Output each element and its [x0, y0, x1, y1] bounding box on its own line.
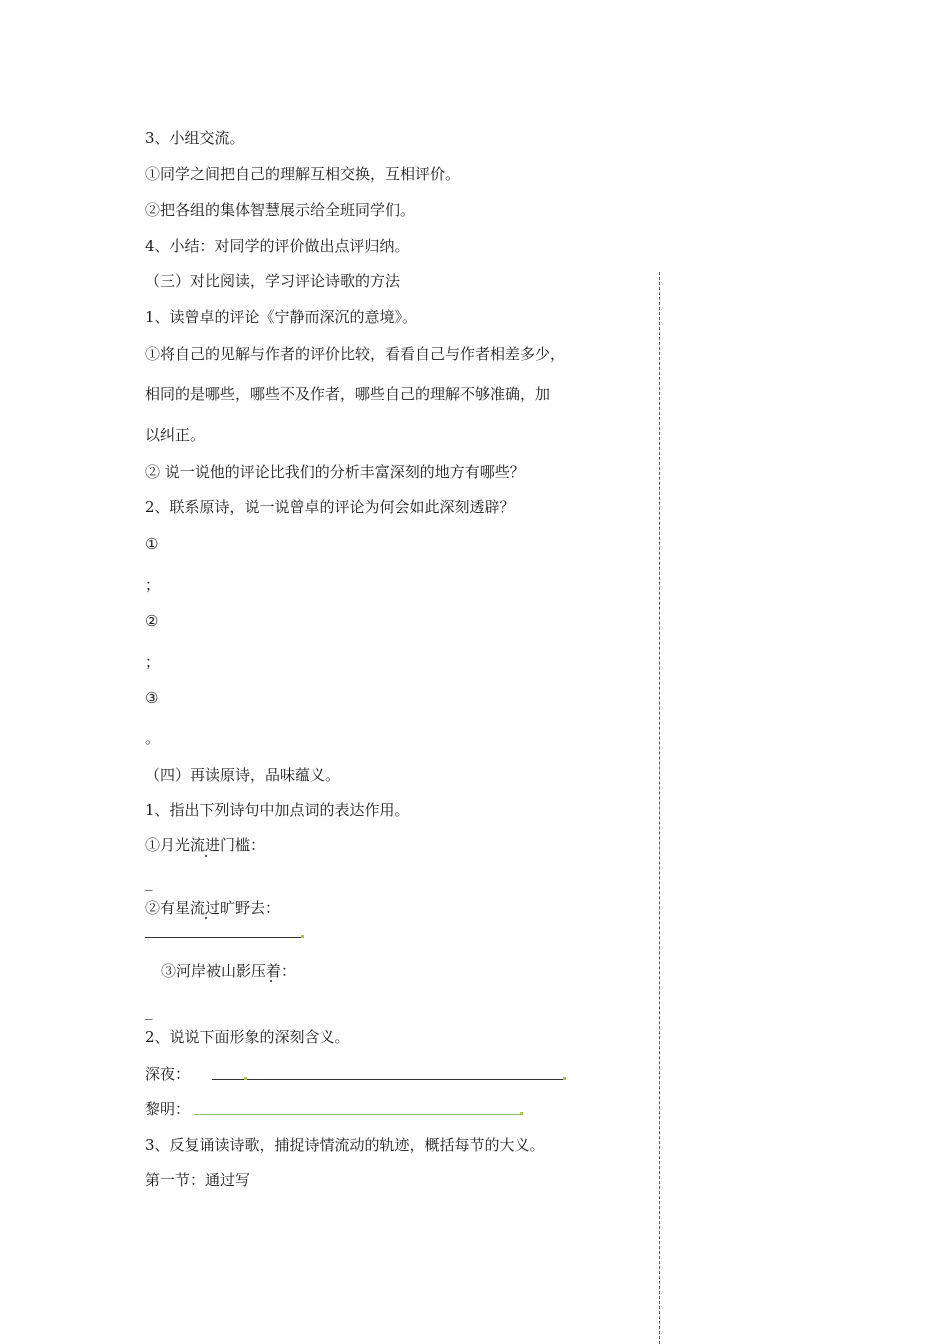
answer-marker-1: ① — [145, 535, 159, 553]
margin-dotted-line — [659, 272, 660, 1344]
text-line-2: ①同学之间把自己的理解互相交换，互相评价。 — [145, 165, 461, 183]
blank-marker-4 — [520, 1112, 523, 1115]
text-line-1: 3、小组交流。 — [145, 129, 245, 147]
label-dawn: 黎明： — [145, 1100, 191, 1118]
emphasis-dot-2 — [205, 917, 207, 919]
answer-marker-3: ③ — [145, 689, 159, 707]
emphasis-dot-1 — [205, 855, 207, 857]
blank-underscore-2: _ — [145, 1002, 153, 1020]
label-night: 深夜： — [145, 1065, 191, 1083]
answer-blank-dawn[interactable] — [194, 1114, 520, 1115]
text-line-8: 相同的是哪些，哪些不及作者，哪些自己的理解不够准确，加 — [145, 385, 551, 403]
answer-blank-night-b[interactable] — [247, 1079, 563, 1080]
answer-blank-night-a[interactable] — [212, 1079, 244, 1080]
text-line-19: 1、指出下列诗句中加点词的表达作用。 — [145, 801, 410, 819]
blank-underscore-1: _ — [145, 873, 153, 891]
section-heading-4: （四）再读原诗，品味蕴义。 — [145, 766, 341, 784]
text-line-6: 1、读曾卓的评论《宁静而深沉的意境》。 — [145, 308, 418, 326]
question-line-3: ③河岸被山影压着： — [161, 962, 297, 980]
text-line-3: ②把各组的集体智慧展示给全班同学们。 — [145, 201, 416, 219]
text-line-9: 以纠正。 — [145, 426, 206, 444]
emphasis-dot-3 — [270, 980, 272, 982]
text-line-25: 2、说说下面形象的深刻含义。 — [145, 1028, 350, 1046]
blank-marker-1 — [301, 935, 304, 938]
answer-sep-2: ； — [145, 653, 161, 671]
text-line-4: 4、小结：对同学的评价做出点评归纳。 — [145, 237, 410, 255]
answer-end: 。 — [145, 729, 161, 747]
question-line-1: ①月光流进门槛： — [145, 836, 266, 854]
text-line-29: 第一节：通过写 — [145, 1171, 251, 1189]
text-line-10: ② 说一说他的评论比我们的分析丰富深刻的地方有哪些？ — [145, 463, 525, 481]
answer-sep-1: ； — [145, 576, 161, 594]
answer-marker-2: ② — [145, 612, 159, 630]
answer-blank-1[interactable] — [145, 937, 301, 938]
text-line-28: 3、反复诵读诗歌，捕捉诗情流动的轨迹，概括每节的大义。 — [145, 1136, 545, 1154]
question-line-2: ②有星流过旷野去： — [145, 899, 281, 917]
text-line-11: 2、联系原诗，说一说曾卓的评论为何会如此深刻透辟？ — [145, 498, 515, 516]
section-heading-3: （三）对比阅读，学习评论诗歌的方法 — [145, 272, 401, 290]
text-line-7: ①将自己的见解与作者的评价比较，看看自己与作者相差多少， — [145, 345, 566, 363]
blank-marker-3 — [563, 1077, 566, 1080]
